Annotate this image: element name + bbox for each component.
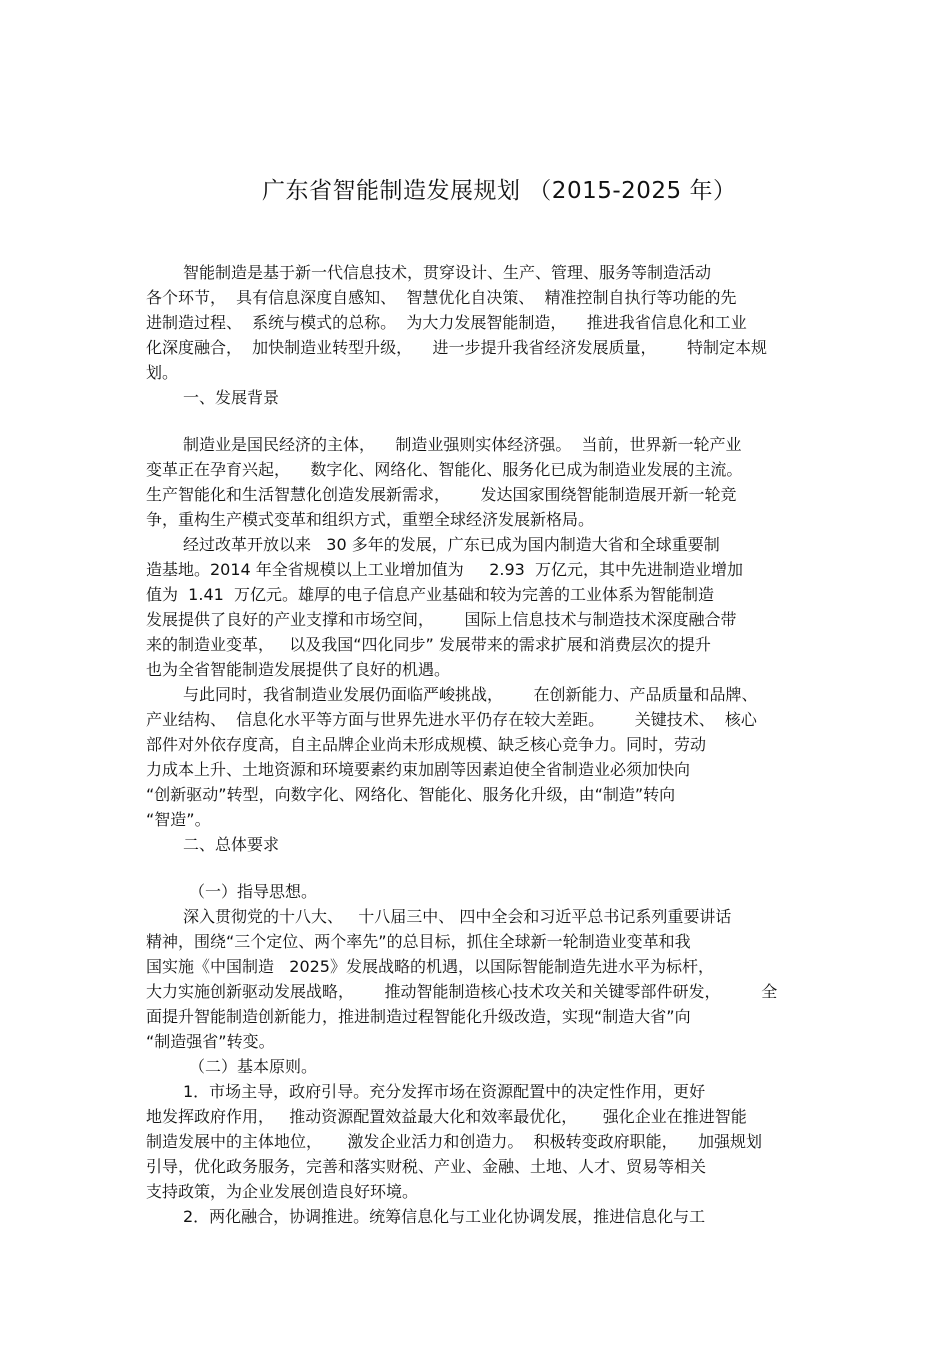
body-line: 也为全省智能制造发展提供了良好的机遇。 (146, 660, 451, 679)
body-line: 造基地。2014 年全省规模以上工业增加值为 2.93 万亿元，其中先进制造业增加 (146, 560, 744, 579)
body-line: 产业结构、 信息化水平等方面与世界先进水平仍存在较大差距。 关键技术、 核心 (146, 710, 757, 729)
body-line: 引导，优化政务服务，完善和落实财税、产业、金融、土地、人才、贸易等相关 (146, 1157, 707, 1176)
body-line: 国实施《中国制造 2025》发展战略的机遇，以国际智能制造先进水平为标杆， (146, 957, 714, 976)
body-line: 生产智能化和生活智慧化创造发展新需求， 发达国家围绕智能制造展开新一轮竞 (146, 485, 737, 504)
body-line: “智造”。 (146, 810, 211, 829)
body-line: “创新驱动”转型，向数字化、网络化、智能化、服务化升级，由“制造”转向 (146, 785, 676, 804)
body-line: 制造发展中的主体地位， 激发企业活力和创造力。 积极转变政府职能， 加强规划 (146, 1132, 762, 1151)
body-line: 地发挥政府作用， 推动资源配置效益最大化和效率最优化， 强化企业在推进智能 (146, 1107, 747, 1126)
body-line: 争，重构生产模式变革和组织方式，重塑全球经济发展新格局。 (146, 510, 595, 529)
body-line: 支持政策，为企业发展创造良好环境。 (146, 1182, 419, 1201)
body-line: 2．两化融合，协调推进。统筹信息化与工业化协调发展，推进信息化与工 (183, 1207, 706, 1226)
body-line: 面提升智能制造创新能力，推进制造过程智能化升级改造，实现“制造大省”向 (146, 1007, 691, 1026)
body-line: 发展提供了良好的产业支撑和市场空间， 国际上信息技术与制造技术深度融合带 (146, 610, 737, 629)
body-line: 值为 1.41 万亿元。雄厚的电子信息产业基础和较为完善的工业体系为智能制造 (146, 585, 714, 604)
body-line: 大力实施创新驱动发展战略， 推动智能制造核心技术攻关和关键零部件研发， 全 (146, 982, 778, 1001)
body-line: 各个环节， 具有信息深度自感知、 智慧优化自决策、 精准控制自执行等功能的先 (146, 288, 737, 307)
body-line: 部件对外依存度高，自主品牌企业尚未形成规模、缺乏核心竞争力。同时，劳动 (146, 735, 707, 754)
section-heading: 二、总体要求 (183, 835, 280, 854)
body-line: 深入贯彻党的十八大、 十八届三中、 四中全会和习近平总书记系列重要讲话 (183, 907, 732, 926)
body-line: 划。 (146, 363, 179, 382)
body-line: 来的制造业变革， 以及我国“四化同步” 发展带来的需求扩展和消费层次的提升 (146, 635, 711, 654)
body-line: 化深度融合， 加快制造业转型升级， 进一步提升我省经济发展质量， 特制定本规 (146, 338, 768, 357)
subsection-heading: （二）基本原则。 (189, 1057, 318, 1076)
body-line: “制造强省”转变。 (146, 1032, 275, 1051)
body-line: 1．市场主导，政府引导。充分发挥市场在资源配置中的决定性作用，更好 (183, 1082, 706, 1101)
body-line: 智能制造是基于新一代信息技术，贯穿设计、生产、管理、服务等制造活动 (183, 263, 712, 282)
body-line: 精神，围绕“三个定位、两个率先”的总目标，抓住全球新一轮制造业变革和我 (146, 932, 691, 951)
document-title: 广东省智能制造发展规划 （2015-2025 年） (262, 178, 737, 204)
body-line: 进制造过程、 系统与模式的总称。 为大力发展智能制造， 推进我省信息化和工业 (146, 313, 747, 332)
body-line: 制造业是国民经济的主体， 制造业强则实体经济强。 当前，世界新一轮产业 (183, 435, 742, 454)
section-heading: 一、发展背景 (183, 388, 280, 407)
body-line: 与此同时，我省制造业发展仍面临严峻挑战， 在创新能力、产品质量和品牌、 (183, 685, 758, 704)
subsection-heading: （一）指导思想。 (189, 882, 318, 901)
body-line: 力成本上升、土地资源和环境要素约束加剧等因素迫使全省制造业必须加快向 (146, 760, 691, 779)
body-line: 经过改革开放以来 30 多年的发展，广东已成为国内制造大省和全球重要制 (183, 535, 720, 554)
body-line: 变革正在孕育兴起， 数字化、网络化、智能化、服务化已成为制造业发展的主流。 (146, 460, 743, 479)
